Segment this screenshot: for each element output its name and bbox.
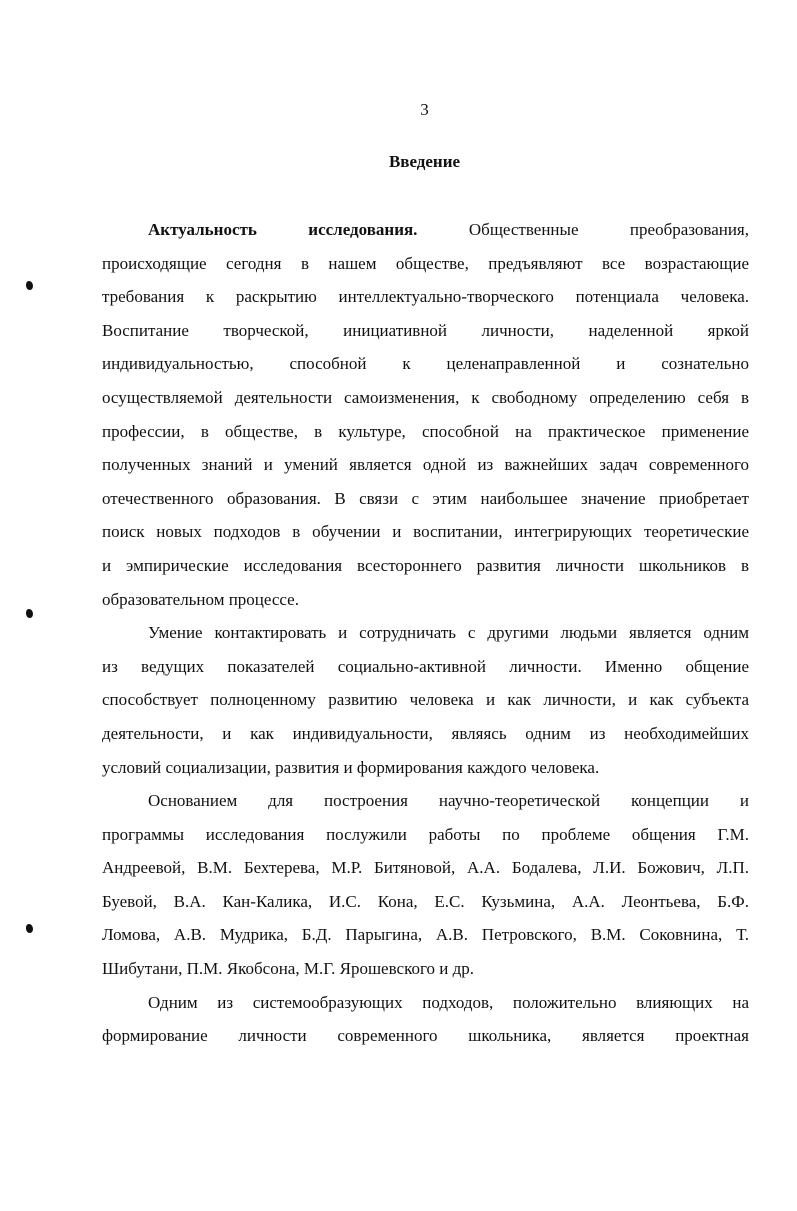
scan-speck xyxy=(26,281,33,290)
text-line: способствует полноценному развитию человека и как личности, и как субъекта xyxy=(102,690,749,710)
bold-lead-word: исследования. xyxy=(308,220,418,239)
text-line: и эмпирические исследования всестороннего развития личности школьников в xyxy=(102,555,749,575)
text-line: Одним из системообразующих подходов, положительно влияющих на xyxy=(148,992,749,1012)
page-number: 3 xyxy=(420,100,429,119)
scan-speck xyxy=(26,924,33,933)
bold-lead-word: Актуальность xyxy=(148,220,257,239)
text-line: Основанием для построения научно-теоретической концепции и xyxy=(148,791,749,811)
text-line: из ведущих показателей социально-активной личности. Именно общение xyxy=(102,656,749,676)
paragraph-approach xyxy=(102,989,749,1056)
text-line: профессии, в обществе, в культуре, способной на практическое применение xyxy=(102,421,749,441)
paragraph-basis xyxy=(102,787,749,989)
text-line: полученных знаний и умений является одной из важнейших задач современного xyxy=(102,455,749,475)
body-text xyxy=(102,216,749,1056)
text-line: формирование личности современного школьника, является проектная xyxy=(102,1026,749,1046)
text-line xyxy=(102,216,749,250)
text-line: поиск новых подходов в обучении и воспитании, интегрирующих теоретические xyxy=(102,522,749,542)
text-line: образовательном процессе. xyxy=(102,589,299,609)
text-line: осуществляемой деятельности самоизменения, к свободному определению себя в xyxy=(102,387,749,407)
text-line: Андреевой, В.М. Бехтерева, М.Р. Битяновой, А.А. Бодалева, Л.И. Божович, Л.П. xyxy=(102,858,749,878)
text-line: Шибутани, П.М. Якобсона, М.Г. Ярошевского и др. xyxy=(102,959,475,979)
text-line: программы исследования послужили работы по проблеме общения Г.М. xyxy=(102,824,749,844)
text-line: происходящие сегодня в нашем обществе, предъявляют все возрастающие xyxy=(102,253,749,273)
text-line-rest: Общественные преобразования, xyxy=(468,220,749,239)
section-title: Введение xyxy=(388,152,461,171)
text-line: отечественного образования. В связи с этим наибольшее значение приобретает xyxy=(102,488,749,508)
text-line: условий социализации, развития и формирования каждого человека. xyxy=(102,757,600,777)
paragraph-relevance xyxy=(102,216,749,619)
text-line: Умение контактировать и сотрудничать с другими людьми является одним xyxy=(148,623,749,643)
paragraph-communication xyxy=(102,619,749,787)
text-line: Буевой, В.А. Кан-Калика, И.С. Кона, Е.С. Кузьмина, А.А. Леонтьева, Б.Ф. xyxy=(102,891,749,911)
text-line: Ломова, А.В. Мудрика, Б.Д. Парыгина, А.В. Петровского, В.М. Соковнина, Т. xyxy=(102,925,749,945)
text-line: Воспитание творческой, инициативной личности, наделенной яркой xyxy=(102,320,749,340)
text-line: требования к раскрытию интеллектуально-творческого потенциала человека. xyxy=(102,287,749,307)
text-line: деятельности, и как индивидуальности, являясь одним из необходимейших xyxy=(102,723,749,743)
text-line: индивидуальностью, способной к целенаправленной и сознательно xyxy=(102,354,749,374)
scan-speck xyxy=(26,609,33,618)
